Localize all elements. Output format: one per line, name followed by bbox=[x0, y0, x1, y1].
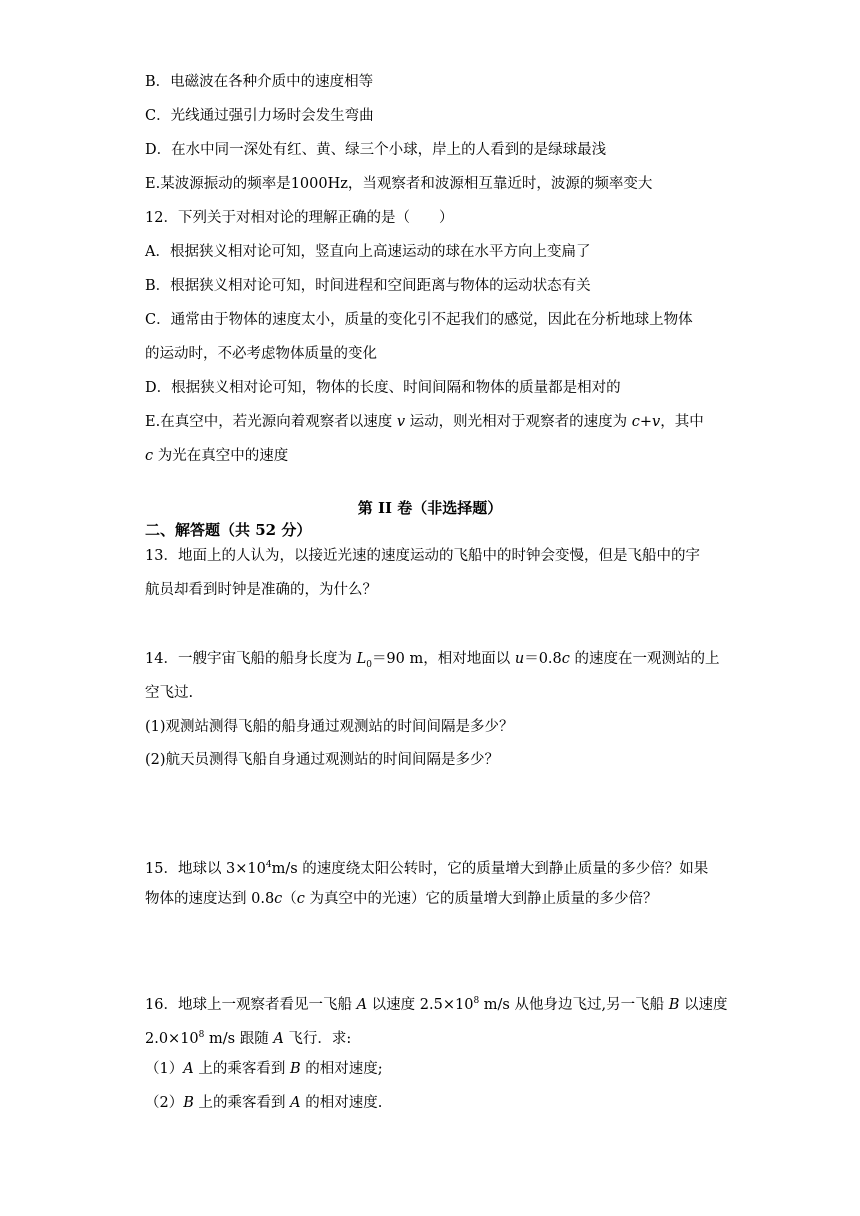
q15-line1: 15．地球以 $3\times 10^4m/s$ 的速度绕太阳公转时，它的质量增大到静止质量的多少倍？如果 bbox=[145, 860, 709, 877]
q14-line2: 空飞过. bbox=[145, 685, 194, 701]
q12-option-b: B．根据狭义相对论可知，时间进程和空间距离与物体的运动状态有关 bbox=[145, 278, 591, 294]
q11-option-c: C．光线通过强引力场时会发生弯曲 bbox=[145, 108, 374, 124]
q12-option-d: D．根据狭义相对论可知，物体的长度、时间间隔和物体的质量都是相对的 bbox=[145, 380, 621, 396]
q14-line1: 14．一艘宇宙飞船的船身长度为 $L_0=90$ m，相对地面以 u＝0.8c 的速度在一观测站的上 bbox=[145, 651, 720, 670]
q14-sub1: (1)观测站测得飞船的船身通过观测站的时间间隔是多少？ bbox=[145, 719, 514, 735]
q13-line1: 13．地面上的人认为，以接近光速的速度运动的飞船中的时钟会变慢，但是飞船中的宇 bbox=[145, 548, 700, 564]
q16-line2: $2.0\times 10^8$ m/s 跟随 A 飞行．求: bbox=[145, 1030, 352, 1047]
q12-option-e-line1: E.在真空中，若光源向着观察者以速度 v 运动，则光相对于观察者的速度为 c+v，其中 bbox=[145, 414, 704, 430]
q16-sub1: （1）A 上的乘客看到 B 的相对速度; bbox=[145, 1061, 383, 1077]
q16-line1: 16．地球上一观察者看见一飞船 A 以速度 $2.5\times 10^8$ m/s 从他身边飞过,另一飞船 B 以速度 bbox=[145, 996, 728, 1013]
q13-line2: 航员却看到时钟是准确的，为什么？ bbox=[145, 582, 377, 598]
q11-option-b: B．电磁波在各种介质中的速度相等 bbox=[145, 74, 374, 90]
q12-option-e-line2: c 为光在真空中的速度 bbox=[145, 448, 289, 464]
q12-option-c-line2: 的运动时，不必考虑物体质量的变化 bbox=[145, 346, 377, 362]
q12-option-c-line1: C．通常由于物体的速度太小，质量的变化引不起我们的感觉，因此在分析地球上物体 bbox=[145, 312, 693, 328]
q12-stem: 12．下列关于对相对论的理解正确的是（ ） bbox=[145, 210, 454, 226]
q16-sub2: （2）B 上的乘客看到 A 的相对速度. bbox=[145, 1095, 383, 1111]
q14-sub2: (2)航天员测得飞船自身通过观测站的时间间隔是多少？ bbox=[145, 752, 500, 768]
q15-line2: 物体的速度达到 0.8c（c 为真空中的光速）它的质量增大到静止质量的多少倍？ bbox=[145, 891, 658, 907]
q11-option-d: D．在水中同一深处有红、黄、绿三个小球，岸上的人看到的是绿球最浅 bbox=[145, 142, 607, 158]
part2-title: 第 II 卷（非选择题） bbox=[357, 499, 503, 517]
section-title: 二、解答题（共 52 分） bbox=[145, 521, 312, 539]
q12-option-a: A．根据狭义相对论可知，竖直向上高速运动的球在水平方向上变扁了 bbox=[145, 244, 591, 260]
q11-option-e: E.某波源振动的频率是1000Hz，当观察者和波源相互靠近时，波源的频率变大 bbox=[145, 176, 653, 192]
